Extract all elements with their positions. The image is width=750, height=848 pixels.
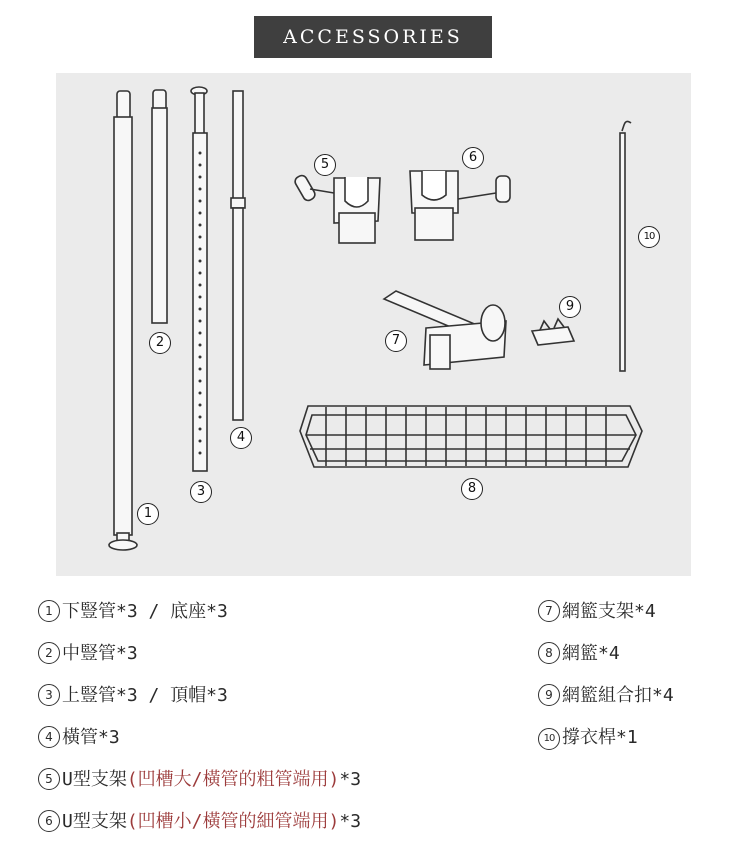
list-number: 4 — [38, 726, 60, 748]
basket-clip-drawing — [532, 319, 574, 345]
list-text: 網籃支架*4 — [562, 601, 656, 622]
label-5: 5 — [314, 154, 336, 176]
basket-bracket-drawing — [384, 291, 506, 369]
lower-tube-drawing — [109, 91, 137, 550]
parts-drawing — [56, 73, 691, 576]
list-item — [538, 642, 620, 666]
list-text: U型支架 — [62, 811, 127, 832]
upper-tube-drawing — [191, 87, 207, 471]
list-number: 6 — [38, 810, 60, 832]
wire-basket-drawing — [300, 406, 642, 467]
list-note: (凹槽大/橫管的粗管端用) — [126, 769, 340, 790]
middle-tube-drawing — [152, 90, 167, 323]
list-number: 5 — [38, 768, 60, 790]
u-bracket-large-drawing — [293, 174, 380, 243]
list-text: 網籃*4 — [562, 643, 620, 664]
list-item — [538, 684, 674, 708]
list-number: 3 — [38, 684, 60, 706]
list-note: (凹槽小/橫管的細管端用) — [126, 811, 340, 832]
list-text: U型支架 — [62, 769, 127, 790]
list-item — [38, 642, 138, 666]
list-text: 上豎管*3 / 頂帽*3 — [62, 685, 228, 706]
label-7: 7 — [385, 330, 407, 352]
label-9: 9 — [559, 296, 581, 318]
list-text: 下豎管*3 / 底座*3 — [62, 601, 228, 622]
list-text: 橫管*3 — [62, 727, 120, 748]
label-8: 8 — [461, 478, 483, 500]
section-title: ACCESSORIES — [254, 16, 492, 58]
list-number: 7 — [538, 600, 560, 622]
list-item — [38, 600, 228, 624]
list-item — [538, 726, 638, 750]
list-number: 8 — [538, 642, 560, 664]
list-item — [38, 726, 120, 750]
list-text: 網籃組合扣*4 — [562, 685, 674, 706]
list-number: 9 — [538, 684, 560, 706]
label-3: 3 — [190, 481, 212, 503]
horizontal-tube-drawing — [231, 91, 245, 420]
list-text: 中豎管*3 — [62, 643, 138, 664]
list-item — [38, 684, 228, 708]
u-bracket-small-drawing — [410, 171, 510, 240]
list-number: 10 — [538, 728, 560, 750]
list-item — [38, 768, 361, 792]
label-6: 6 — [462, 147, 484, 169]
label-1: 1 — [137, 503, 159, 525]
accessories-illustration — [56, 73, 691, 576]
clothes-pole-drawing — [620, 121, 631, 371]
list-item — [538, 600, 656, 624]
list-qty: *3 — [339, 769, 362, 790]
list-number: 2 — [38, 642, 60, 664]
label-4: 4 — [230, 427, 252, 449]
list-text: 撐衣桿*1 — [562, 727, 638, 748]
label-10: 10 — [638, 226, 660, 248]
label-2: 2 — [149, 332, 171, 354]
list-item — [38, 810, 361, 834]
list-qty: *3 — [339, 811, 362, 832]
list-number: 1 — [38, 600, 60, 622]
